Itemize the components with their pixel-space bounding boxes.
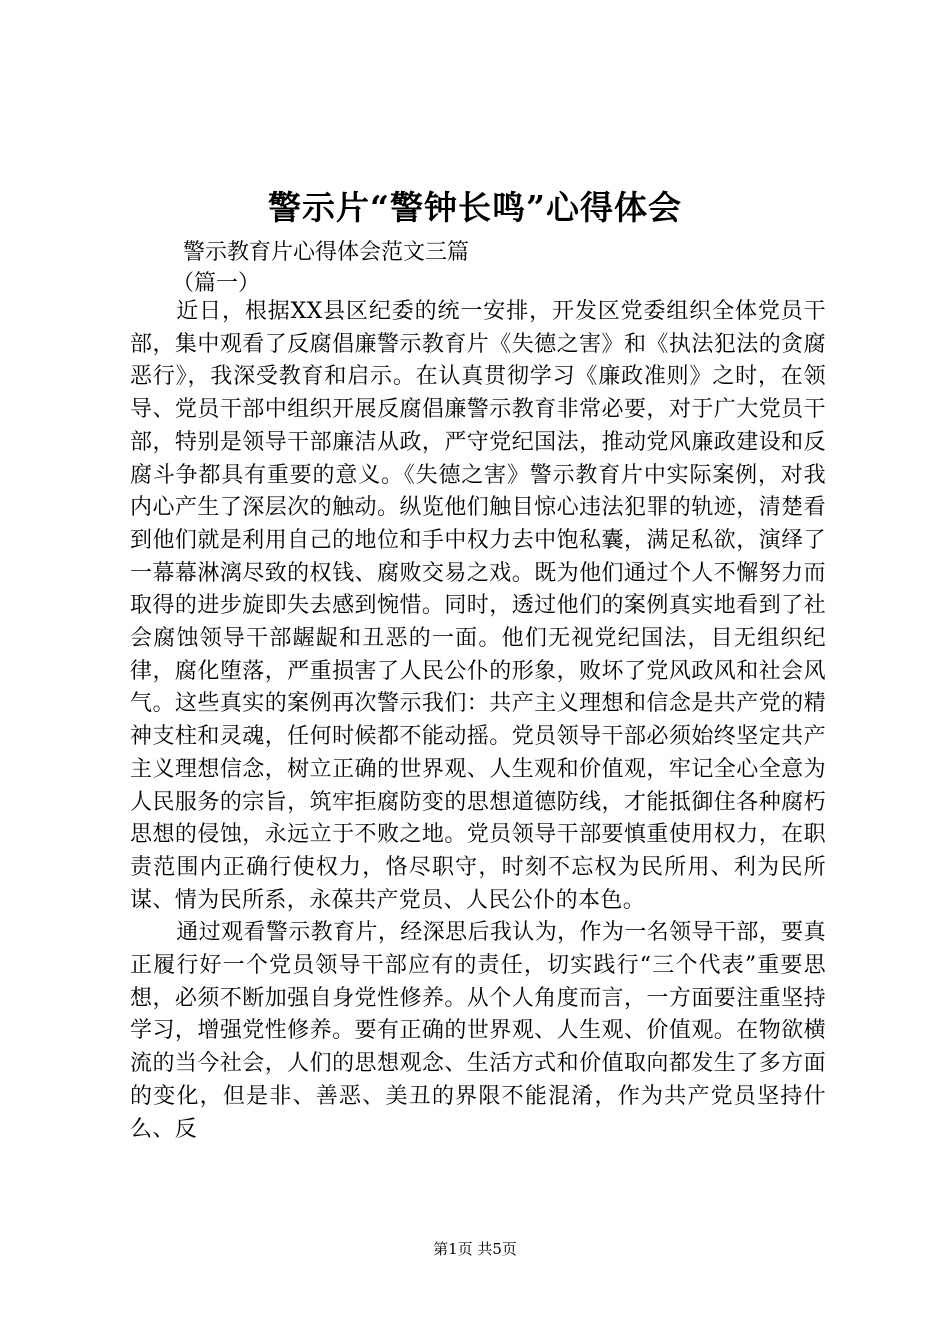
section-label: （篇一）: [172, 271, 261, 296]
document-title: 警示片“警钟长鸣”心得体会: [268, 188, 682, 227]
page-footer: 第1页 共5页: [433, 1240, 517, 1258]
document-subtitle: 警示教育片心得体会范文三篇: [183, 240, 470, 265]
paragraph-1: 近日，根据XX县区纪委的统一安排，开发区党委组织全体党员干部，集中观看了反腐倡廉警示教育片《失德之害》和《执法犯法的贪腐恶行》，我深受教育和启示。在认真贯彻学习《廉政准则》之时，在领导、党员干部中组织开展反腐倡廉警示教育非常必要，对于广大党员干部，特别是领导干部廉洁从政，严守党纪国法，推动党风廉政建设和反腐斗争都具有重要的意义。《失德之害》警示教育片中实际案例，对我内心产生了深层次的触动。纵览他们触目惊心违法犯罪的轨迹，清楚看到他们就是利用自己的地位和手中权力去中饱私囊，满足私欲，演绎了一幕幕淋漓尽致的权钱、腐败交易之戏。既为他们通过个人不懈努力而取得的进步旋即失去感到惋惜。同时，透过他们的案例真实地看到了社会腐蚀领导干部龌龊和丑恶的一面。他们无视党纪国法，目无组织纪律，腐化堕落，严重损害了人民公仆的形象，败坏了党风政风和社会风气。这些真实的案例再次警示我们：共产主义理想和信念是共产党的精神支柱和灵魂，任何时候都不能动摇。党员领导干部必须始终坚定共产主义理想信念，树立正确的世界观、人生观和价值观，牢记全心全意为人民服务的宗旨，筑牢拒腐防变的思想道德防线，才能抵御住各种腐朽思想的侵蚀，永远立于不败之地。党员领导干部要慎重使用权力，在职责范围内正确行使权力，恪尽职守，时刻不忘权为民所用、利为民所谋、情为民所系，永葆共产党员、人民公仆的本色。: [130, 299, 826, 913]
paragraph-2: 通过观看警示教育片，经深思后我认为，作为一名领导干部，要真正履行好一个党员领导干部应有的责任，切实践行“三个代表”重要思想，必须不断加强自身党性修养。从个人角度而言，一方面要注重坚持学习，增强党性修养。要有正确的世界观、人生观、价值观。在物欲横流的当今社会，人们的思想观念、生活方式和价值取向都发生了多方面的变化，但是非、善恶、美丑的界限不能混淆，作为共产党员坚持什么、反: [130, 920, 826, 1142]
document-body: [130, 296, 826, 1146]
